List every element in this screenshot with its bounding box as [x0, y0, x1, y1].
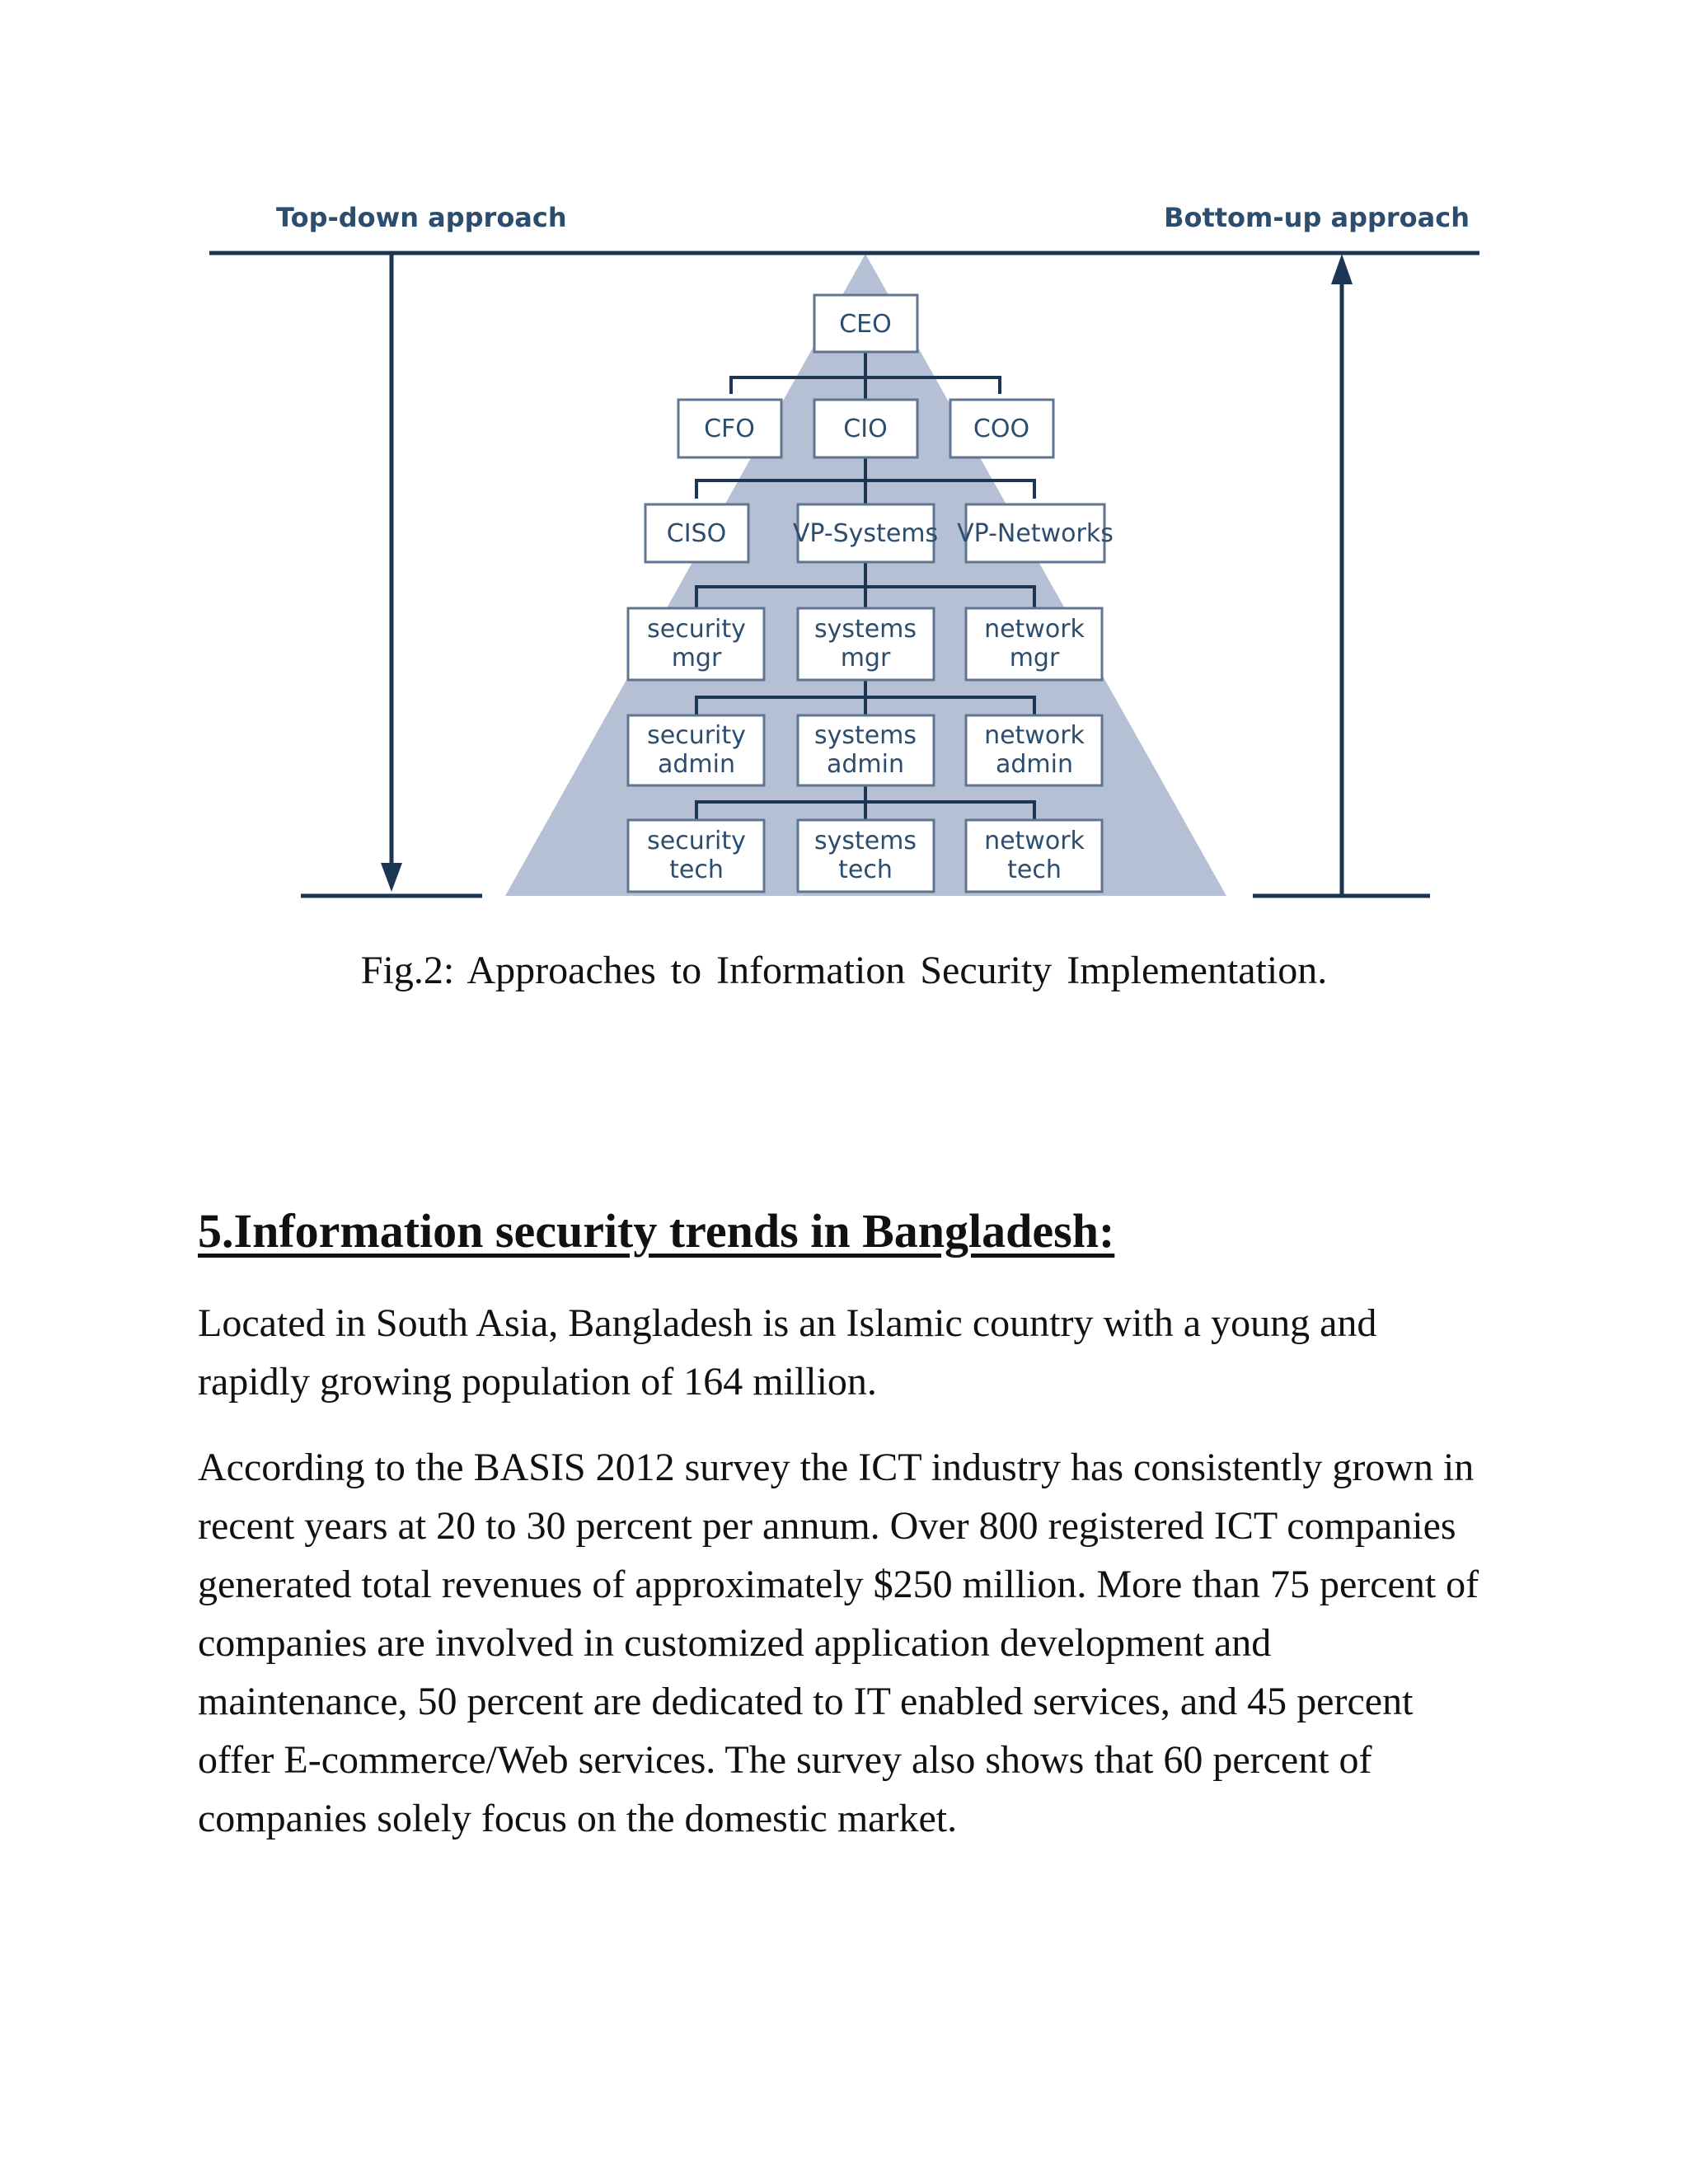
org-label-ceo: CEO [839, 310, 892, 339]
org-label-network-admin-1: network [984, 721, 1085, 750]
org-label-network-admin-2: admin [996, 750, 1073, 779]
org-label-systems-tech-1: systems [814, 827, 917, 855]
org-label-systems-mgr-1: systems [814, 615, 917, 644]
org-label-security-mgr-1: security [647, 615, 746, 644]
org-label-security-tech-1: security [647, 827, 746, 855]
security-approaches-diagram [0, 0, 1688, 923]
org-label-network-tech-2: tech [1007, 855, 1062, 884]
top-down-arrowhead-icon [381, 863, 402, 892]
org-label-systems-admin-1: systems [814, 721, 917, 750]
org-label-cio: CIO [843, 415, 888, 443]
top-down-label: Top-down approach [276, 202, 567, 233]
figure-caption: Fig.2: Approaches to Information Security Implementation. [360, 949, 1328, 992]
org-label-network-tech-1: network [984, 827, 1085, 855]
paragraph-population: Located in South Asia, Bangladesh is an Islamic country with a young and rapidly growing population of 164 million. [198, 1301, 1377, 1404]
org-label-cfo: CFO [704, 415, 755, 443]
bottom-up-arrowhead-icon [1331, 254, 1353, 284]
org-label-security-mgr-2: mgr [671, 644, 722, 673]
paragraph-ict-survey: According to the BASIS 2012 survey the ICT industry has consistently grown in recent years at 20 to 30 percent per annum. Over 800 registered ICT companies generated total revenues of approximately $250 million. More than 75 percent of companies are involved in customized application development and maintenance, 50 percent are dedicated to IT enabled services, and 45 percent offer E-commerce/Web services. The survey also shows that 60 percent of companies solely focus on the domestic market. [198, 1446, 1479, 1840]
org-label-systems-tech-2: tech [838, 855, 893, 884]
org-label-network-mgr-2: mgr [1009, 644, 1060, 673]
org-label-ciso: CISO [666, 519, 727, 548]
org-label-vp-networks: VP-Networks [957, 519, 1114, 548]
org-label-network-mgr-1: network [984, 615, 1085, 644]
org-label-security-admin-1: security [647, 721, 746, 750]
bottom-up-label: Bottom-up approach [1164, 202, 1470, 233]
org-label-security-tech-2: tech [669, 855, 724, 884]
org-label-systems-mgr-2: mgr [840, 644, 891, 673]
org-label-coo: COO [973, 415, 1030, 443]
org-label-systems-admin-2: admin [827, 750, 904, 779]
section-title: 5.Information security trends in Bangladesh: [198, 1204, 1115, 1258]
org-label-security-admin-2: admin [658, 750, 735, 779]
org-label-vp-systems: VP-Systems [792, 519, 939, 548]
